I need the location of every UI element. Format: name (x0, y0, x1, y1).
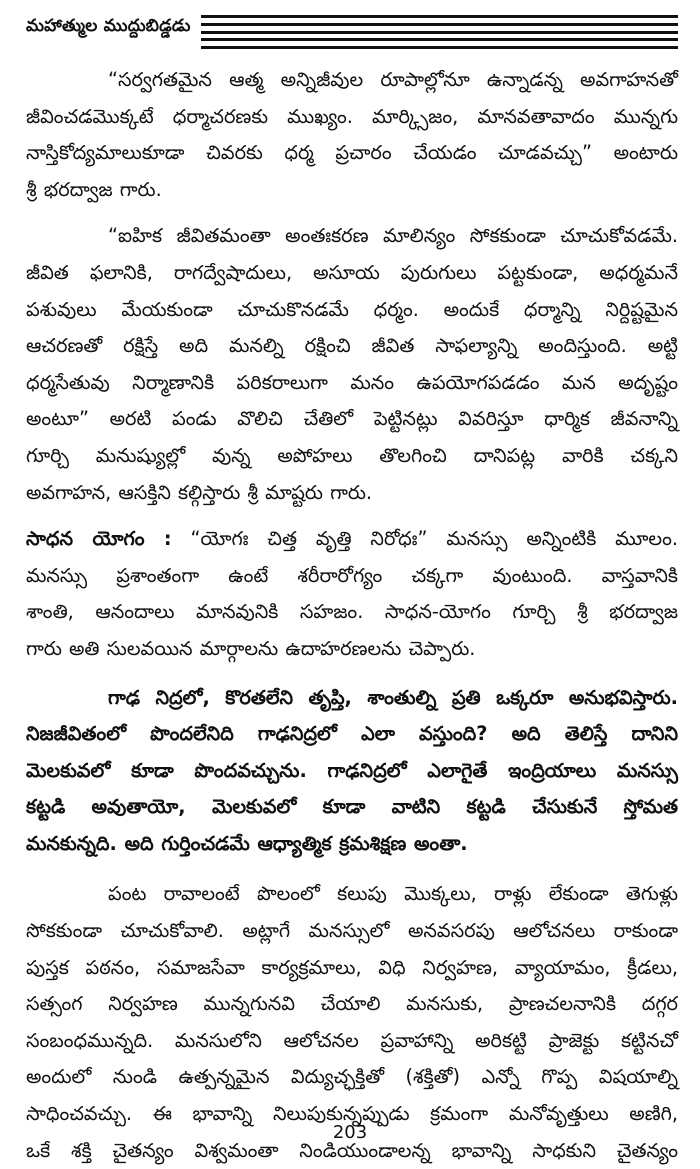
text-line: “ఐహిక జీవితమంతా అంతఃకరణ మాలిన్యం సోకకుండా చూచుకోవడమే. (108, 224, 678, 248)
text-line: సంబంధమున్నది. మనసులోని ఆలోచనల ప్రవాహాన్ని అరికట్టి ప్రాజెక్టు కట్టినచో (26, 1028, 678, 1052)
text-line: ధర్మసేతువు నిర్మాణానికి పరికరాలుగా మనం ఉపయోగపడడం మన అదృష్టం (26, 370, 678, 394)
running-header (26, 0, 678, 50)
text-line: మనకున్నది. అది గుర్తించడమే ఆధ్యాత్మిక క్రమశిక్షణ అంతా. (26, 831, 468, 855)
text-line: గారు అతి సులవయిన మార్గాలను ఉదాహరణలను చెప్పారు. (26, 636, 476, 660)
header-rule (201, 46, 678, 49)
text-line (26, 521, 678, 558)
text-line: శాంతి, ఆనందాలు మానవునికి సహజం. సాధన-యోగం గూర్చి శ్రీ భరద్వాజ (26, 600, 678, 624)
running-header-title: మహాత్ముల ముద్దుబిడ్డడు (26, 16, 191, 36)
text-line: మెలకువలో కూడా పొందవచ్చును. గాఢనిద్రలో ఎలాగైతే ఇంద్రియాలు మనస్సు (26, 758, 678, 782)
text-line: “సర్వగతమైన ఆత్మ అన్నిజీవుల రూపాల్లోనూ ఉన్నాడన్న అవగాహనతో (108, 68, 678, 91)
header-rule-lines (201, 15, 678, 49)
paragraph-2 (26, 218, 678, 511)
text-line: సాధించవచ్చు. ఈ భావాన్ని నిలుపుకున్నప్పుడు క్రమంగా మనోవృత్తులు అణిగి, (26, 1102, 678, 1126)
header-rule (201, 15, 678, 18)
text-line: పంట రావాలంటే పొలంలో కలుపు మొక్కలు, రాళ్లు లేకుండా తెగుళ్లు (108, 882, 678, 906)
text-line: మనస్సు ప్రశాంతంగా ఉంటే శరీరారోగ్యం చక్కగా వుంటుంది. వాస్తవానికి (26, 563, 678, 587)
paragraph-3 (26, 521, 678, 667)
paragraph-1 (26, 62, 678, 208)
text-line: ఆచరణతో రక్షిస్తే అది మనల్ని రక్షించి జీవిత సాఫల్యాన్ని అందిస్తుంది. అట్టి (26, 334, 678, 358)
text-line: నాస్తికోద్యమాలుకూడా చివరకు ధర్మ ప్రచారం చేయడం చూడవచ్చు” అంటారు (26, 141, 678, 165)
page-number: 203 (332, 1122, 368, 1143)
section-term: సాధన యోగం : (26, 527, 172, 551)
text-line: పశువులు మేయకుండా చూచుకొనడమే ధర్మం. అందుకే ధర్మాన్ని నిర్దిష్టమైన (26, 297, 678, 321)
text-line: ఒకే శక్తి చైతన్యం విశ్వమంతా నిండియుండాలన్న భావాన్ని సాధకుని చైతన్యం (26, 1138, 678, 1162)
text-line: జీవిత ఫలానికి, రాగద్వేషాదులు, అసూయ పురుగులు పట్టకుండా, అధర్మమనే (26, 260, 678, 284)
text-line: జీవించడమొక్కటే ధర్మాచరణకు ముఖ్యం. మార్క్సిజం, మానవతావాదం మున్నగు (26, 104, 678, 128)
text-line: శ్రీ భరద్వాజ గారు. (26, 177, 162, 201)
text-line: అందులో నుండి ఉత్పన్నమైన విద్యుచ్ఛక్తితో (శక్తితో) ఎన్నో గొప్ప విషయాల్ని (26, 1065, 678, 1089)
text-line: పుస్తక పఠనం, సమాజసేవా కార్యక్రమాలు, విధి నిర్వహణ, వ్యాయామం, క్రీడలు, (26, 955, 678, 979)
text-line: అంటూ” అరటి పండు వొలిచి చేతిలో పెట్టినట్లు వివరిస్తూ ధార్మిక జీవనాన్ని (26, 407, 678, 431)
text-line: కట్టడి అవుతాయో, మెలకువలో కూడా వాటిని కట్టడి చేసుకునే స్తోమత (26, 795, 678, 819)
paragraph-4 (26, 680, 678, 863)
text-line: గూర్చి మనుష్యుల్లో వున్న అపోహలు తొలగించి దానిపట్ల వారికి చక్కని (26, 443, 678, 467)
text-line: నిజజీవితంలో పొందలేనిది గాఢనిద్రలో ఎలా వస్తుంది? అది తెలిస్తే దానిని (26, 722, 678, 746)
text-line: సోకకుండా చూచుకోవాలి. అట్లాగే మనస్సులో అనవసరపు ఆలోచనలు రాకుండా (26, 919, 678, 943)
text-line: సత్సంగ నిర్వహణ మున్నగునవి చేయాలి మనసుకు, ప్రాణచలనానికి దగ్గర (26, 992, 678, 1016)
text-line: అవగాహన, ఆసక్తిని కల్గిస్తారు శ్రీ మాష్టరు గారు. (26, 480, 373, 504)
header-rule (201, 23, 678, 26)
header-rule (201, 31, 678, 34)
text-line: గాఢ నిద్రలో, కొరతలేని తృప్తి, శాంతుల్ని ప్రతి ఒక్కరూ అనుభవిస్తారు. (108, 685, 678, 709)
text-run: “యోగః చిత్త వృత్తి నిరోధః” మనస్సు అన్నింటికి మూలం. (171, 527, 679, 551)
header-rule (201, 38, 678, 41)
